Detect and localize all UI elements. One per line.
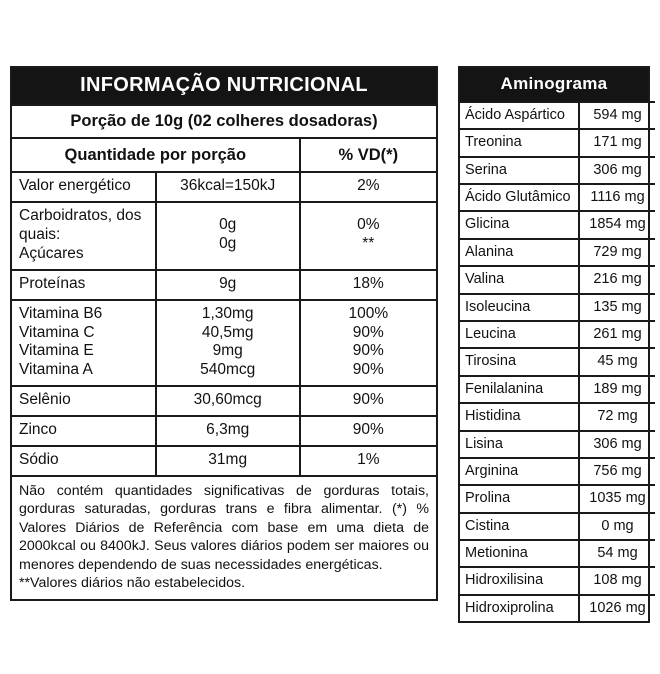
nutrient-amount: 540mcg (200, 361, 256, 379)
nutrition-footnote (12, 475, 436, 599)
nutrient-name: Valor energético (12, 172, 156, 202)
vitamin-name-group (12, 300, 156, 387)
nutrient-amount: 6,3mg (156, 416, 300, 446)
amino-acid-name: Prolina (460, 485, 579, 512)
nutrient-name: Vitamina A (19, 361, 93, 379)
nutrient-amount-sub: 0g (219, 235, 237, 253)
nutrient-name: Vitamina C (19, 323, 95, 341)
table-row (460, 540, 655, 567)
nutrient-amount: 30,60mcg (156, 386, 300, 416)
table-row (12, 202, 436, 270)
nutrient-name: Vitamina B6 (19, 304, 103, 322)
nutrient-name: Proteínas (12, 270, 156, 300)
amino-acid-amount: 1035 mg (579, 485, 655, 512)
nutrient-name: Zinco (12, 416, 156, 446)
amino-acid-amount: 108 mg (579, 567, 655, 594)
amino-acid-name: Leucina (460, 321, 579, 348)
serving-size-row: Porção de 10g (02 colheres dosadoras) (12, 104, 436, 137)
nutrient-amount-group (156, 202, 300, 270)
nutrient-vd-group (300, 202, 436, 270)
amino-acid-name: Ácido Glutâmico (460, 184, 579, 211)
amino-acid-name: Arginina (460, 458, 579, 485)
nutrient-amount: 31mg (156, 446, 300, 475)
table-row (460, 595, 655, 621)
table-row (460, 458, 655, 485)
nutrient-vd: 90% (352, 361, 384, 379)
aminogram-table (460, 101, 655, 621)
nutrient-vd: 90% (300, 416, 436, 446)
nutrient-vd: 100% (348, 304, 389, 322)
amino-acid-amount: 594 mg (579, 102, 655, 129)
amino-acid-name: Cistina (460, 513, 579, 540)
amino-acid-name: Fenilalanina (460, 376, 579, 403)
nutrient-name: Carboidratos, dos quais: (19, 207, 142, 243)
amino-acid-name: Tirosina (460, 348, 579, 375)
nutrient-name: Sódio (12, 446, 156, 475)
nutrient-amount: 9mg (212, 342, 243, 360)
amino-acid-name: Metionina (460, 540, 579, 567)
table-row (460, 403, 655, 430)
amino-acid-amount: 756 mg (579, 458, 655, 485)
amino-acid-name: Alanina (460, 239, 579, 266)
nutrition-panel-title: INFORMAÇÃO NUTRICIONAL (12, 68, 436, 104)
nutrient-vd: 18% (300, 270, 436, 300)
amino-acid-name: Serina (460, 157, 579, 184)
amino-acid-amount: 54 mg (579, 540, 655, 567)
amino-acid-amount: 135 mg (579, 294, 655, 321)
table-row (460, 485, 655, 512)
nutrient-amount: 1,30mg (201, 304, 254, 322)
vitamin-amount-group (156, 300, 300, 387)
nutrition-facts-panel (10, 66, 438, 601)
nutrient-amount: 9g (156, 270, 300, 300)
nutrient-vd: 2% (300, 172, 436, 202)
nutrient-vd: 0% (357, 216, 380, 234)
nutrient-vd: 90% (352, 342, 384, 360)
table-row (460, 376, 655, 403)
amino-acid-amount: 1854 mg (579, 211, 655, 238)
nutrient-amount: 0g (219, 216, 237, 234)
nutrient-amount: 36kcal=150kJ (156, 172, 300, 202)
amino-acid-amount: 45 mg (579, 348, 655, 375)
vitamin-vd-group (300, 300, 436, 387)
nutrition-table-header-row (12, 138, 436, 172)
table-row (460, 567, 655, 594)
column-header-vd: % VD(*) (300, 138, 436, 172)
table-row (460, 513, 655, 540)
amino-acid-name: Treonina (460, 129, 579, 156)
table-row (12, 172, 436, 202)
nutrition-table (12, 137, 436, 475)
nutrient-name: Vitamina E (19, 342, 94, 360)
table-row (460, 239, 655, 266)
amino-acid-name: Lisina (460, 431, 579, 458)
nutrient-vd: 90% (300, 386, 436, 416)
amino-acid-name: Hidroxilisina (460, 567, 579, 594)
table-row (12, 300, 436, 387)
table-row (460, 102, 655, 129)
table-row (460, 348, 655, 375)
table-row (460, 431, 655, 458)
nutrient-vd: 90% (352, 323, 384, 341)
amino-acid-amount: 171 mg (579, 129, 655, 156)
amino-acid-amount: 729 mg (579, 239, 655, 266)
nutrient-vd-sub: ** (362, 235, 375, 253)
footnote-asterisk-note: **Valores diários não estabelecidos. (19, 575, 246, 592)
table-row (460, 184, 655, 211)
nutrient-vd: 1% (300, 446, 436, 475)
amino-acid-name: Valina (460, 266, 579, 293)
amino-acid-name: Glicina (460, 211, 579, 238)
amino-acid-amount: 306 mg (579, 157, 655, 184)
table-row (460, 211, 655, 238)
table-row (460, 294, 655, 321)
amino-acid-amount: 216 mg (579, 266, 655, 293)
table-row (12, 446, 436, 475)
table-row (460, 321, 655, 348)
amino-acid-name: Isoleucina (460, 294, 579, 321)
table-row (460, 157, 655, 184)
table-row (12, 416, 436, 446)
nutrient-name-sub: Açúcares (19, 244, 84, 262)
amino-acid-amount: 0 mg (579, 513, 655, 540)
table-row (460, 129, 655, 156)
footnote-main-text: Não contém quantidades significativas de gorduras totais, gorduras saturadas, gorduras trans e fibra alimentar. (*) % Valores Diários de Referência com base em uma dieta de 2000kcal ou 8400kJ. Seus valores diários podem ser maiores ou menores dependendo de suas necessidades energéticas. (19, 483, 429, 573)
amino-acid-name: Ácido Aspártico (460, 102, 579, 129)
amino-acid-amount: 189 mg (579, 376, 655, 403)
aminogram-panel-title: Aminograma (460, 68, 648, 101)
table-row (12, 386, 436, 416)
nutrient-name-group (12, 202, 156, 270)
amino-acid-name: Hidroxiprolina (460, 595, 579, 621)
amino-acid-amount: 306 mg (579, 431, 655, 458)
table-row (12, 270, 436, 300)
table-row (460, 266, 655, 293)
amino-acid-amount: 261 mg (579, 321, 655, 348)
nutrient-amount: 40,5mg (201, 323, 254, 341)
aminogram-panel (458, 66, 650, 623)
amino-acid-amount: 72 mg (579, 403, 655, 430)
amino-acid-amount: 1116 mg (579, 184, 655, 211)
nutrient-name: Selênio (12, 386, 156, 416)
amino-acid-name: Histidina (460, 403, 579, 430)
column-header-quantity: Quantidade por porção (12, 138, 300, 172)
amino-acid-amount: 1026 mg (579, 595, 655, 621)
